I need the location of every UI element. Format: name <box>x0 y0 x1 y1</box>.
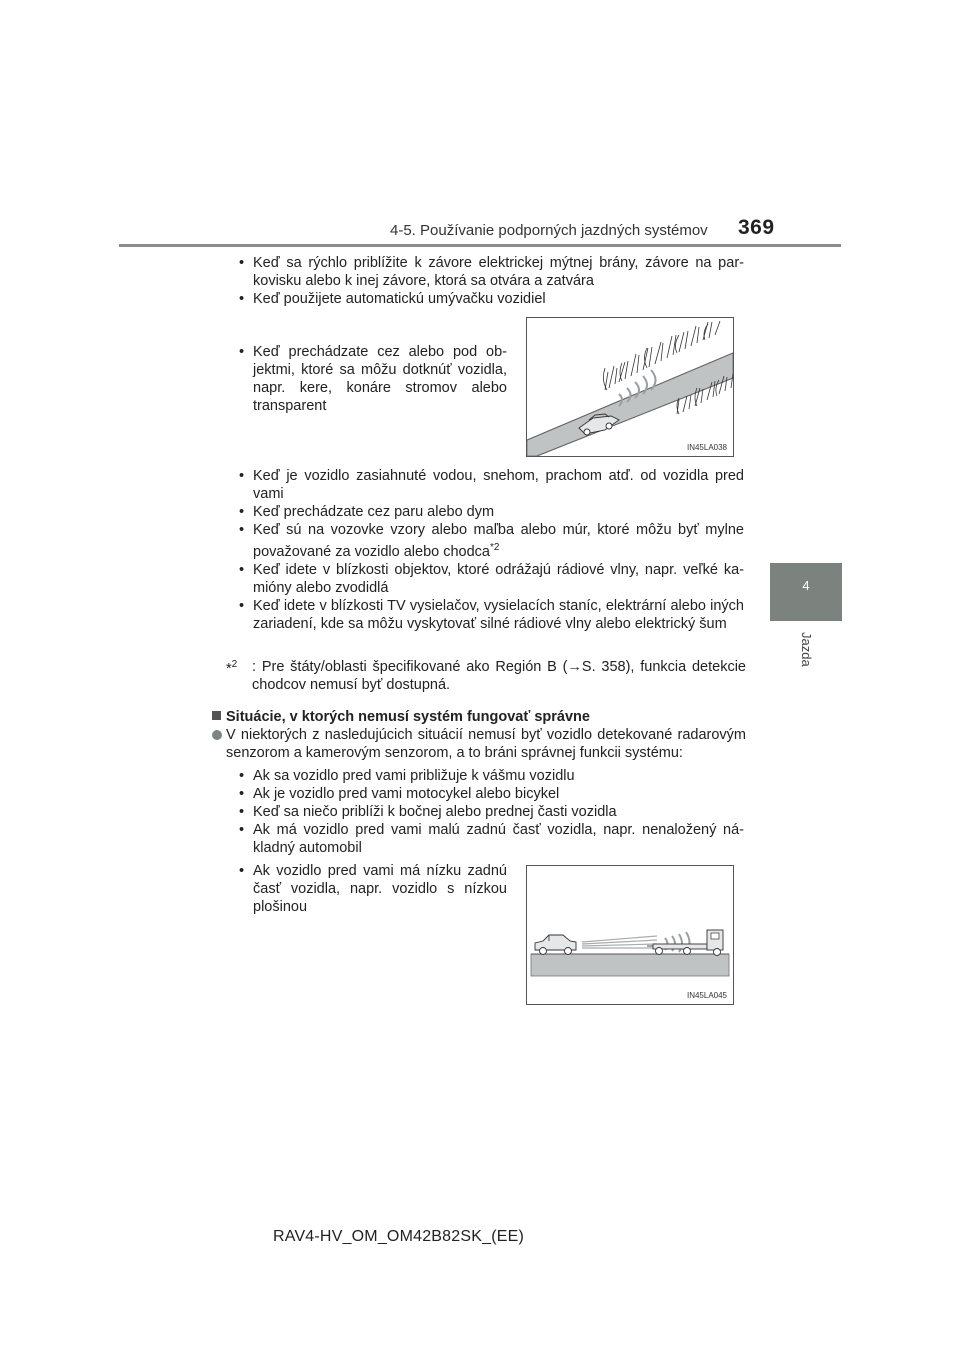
section-heading <box>212 708 590 726</box>
figure-code: IN45LA045 <box>686 991 727 1000</box>
list-item-text: Keď sú na vozovke vzory alebo maľba alebo múr, ktoré môžu byť mylne považované za vozidlo alebo chodca <box>253 522 744 560</box>
header-divider <box>119 244 841 247</box>
footnote-text: : Pre štáty/oblasti špecifikované ako Región B (→S. 358), funkcia detekcie chodcov nemusí byť dostupná. <box>252 659 746 693</box>
list-item: • Keď idete v blízkosti objektov, ktoré odrážajú rádiové vlny, napr. veľké kamióny alebo zvodidlá <box>237 561 744 597</box>
bullet-list-4 <box>237 767 744 857</box>
chapter-label <box>790 632 824 692</box>
bullet-list-2 <box>237 343 507 415</box>
list-item: • Keď idete v blízkosti TV vysielačov, vysielacích staníc, elektrární alebo iných zariadení, kde sa môžu vyskytovať silné rádiové vlny alebo elektrický šum <box>237 597 744 633</box>
list-item: • Keď sa rýchlo priblížite k závore elektrickej mýtnej brány, závore na parkovisku alebo k inej závore, ktorá sa otvára a zatvára <box>237 254 744 290</box>
header-section-title: 4-5. Používanie podporných jazdných systémov <box>390 222 708 239</box>
figure-code: IN45LA038 <box>686 443 727 452</box>
section-intro-text: V niektorých z nasledujúcich situácií nemusí byť vozidlo detekované radarovým senzorom a kamerovým senzorom, a to bráni správnej funkcii systému: <box>226 727 746 761</box>
figure-trailer-illustration <box>527 866 733 1004</box>
figure-vegetation-road <box>526 317 734 457</box>
figure-vegetation-illustration <box>527 318 733 456</box>
bullet-list-1 <box>237 254 744 308</box>
list-item: • Keď prechádzate cez alebo pod objektmi, ktoré sa môžu dotknúť vozidla, napr. kere, konáre stromov alebo transparent <box>237 343 507 415</box>
chapter-number: 4 <box>802 578 810 593</box>
list-item: • Ak vozidlo pred vami má nízku zadnú časť vozidla, napr. vozidlo s nízkou plošinou <box>237 862 507 916</box>
document-code: RAV4-HV_OM_OM42B82SK_(EE) <box>273 1228 525 1245</box>
list-item: • Keď prechádzate cez paru alebo dym <box>237 503 744 521</box>
list-item <box>237 521 744 561</box>
footnote-reference: *2 <box>490 542 500 553</box>
square-bullet-icon <box>212 711 221 720</box>
section-title: Situácie, v ktorých nemusí systém fungovať správne <box>226 709 590 725</box>
bullet-list-3 <box>237 467 744 633</box>
circle-bullet-icon <box>212 730 222 740</box>
list-item: • Ak má vozidlo pred vami malú zadnú časť vozidla, napr. nenaložený nákladný automobil <box>237 821 744 857</box>
chapter-label-text: Jazda <box>799 632 814 667</box>
footnote-mark: *$^2$ <box>226 659 238 677</box>
list-item: • Ak sa vozidlo pred vami približuje k vášmu vozidlu <box>237 767 744 785</box>
list-item: • Keď je vozidlo zasiahnuté vodou, snehom, prachom atď. od vozidla pred vami <box>237 467 744 503</box>
figure-low-trailer <box>526 865 734 1005</box>
list-item: • Keď sa niečo priblíži k bočnej alebo prednej časti vozidla <box>237 803 744 821</box>
page-number: 369 <box>738 216 775 239</box>
chapter-tab <box>770 563 842 621</box>
bullet-list-5 <box>237 862 507 916</box>
list-item: • Keď použijete automatickú umývačku vozidiel <box>237 290 744 308</box>
section-intro <box>212 726 746 762</box>
list-item: • Ak je vozidlo pred vami motocykel alebo bicykel <box>237 785 744 803</box>
footnote <box>226 658 746 694</box>
